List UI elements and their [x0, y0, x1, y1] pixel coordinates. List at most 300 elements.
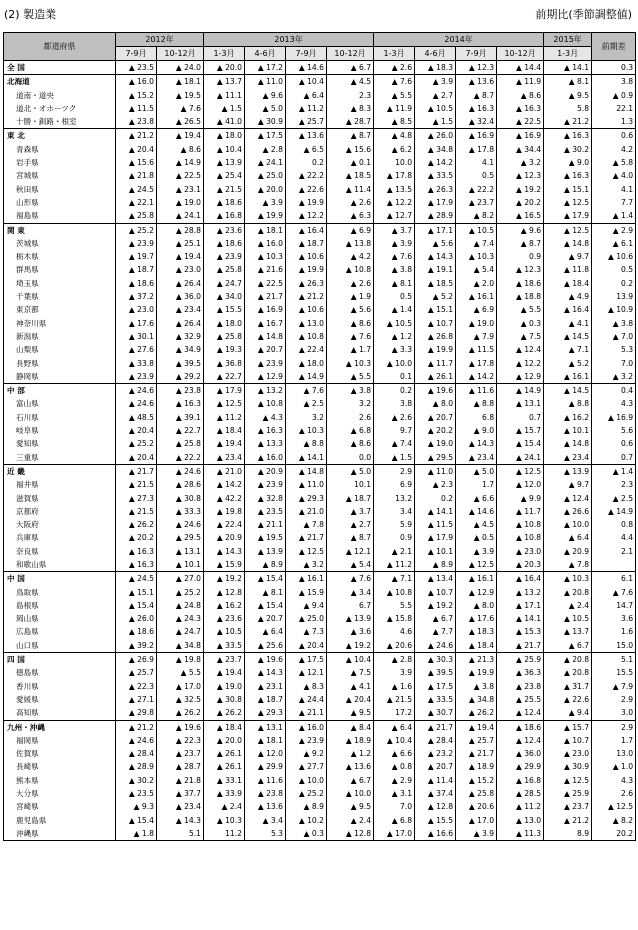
prefecture-name: 茨城県: [4, 237, 116, 250]
prefecture-name: 道北・オホーツク: [4, 102, 116, 115]
value-cell: ▲ 7.1: [374, 572, 415, 586]
value-cell: ▲ 9.5: [327, 706, 374, 720]
value-cell: ▲ 11.7: [415, 357, 456, 370]
table-row: [4, 531, 636, 544]
value-cell: ▲ 21.0: [204, 464, 245, 478]
value-cell: ▲ 15.7: [497, 424, 544, 437]
value-cell: 6.7: [327, 599, 374, 612]
value-cell: ▲ 17.0: [157, 680, 204, 693]
value-cell: ▲ 34.4: [497, 143, 544, 156]
value-cell: ▲ 18.3: [415, 61, 456, 75]
value-cell: 0.1: [374, 370, 415, 384]
value-cell: ▲ 10.6: [286, 303, 327, 316]
value-cell: ▲ 6.8: [374, 814, 415, 827]
quarter-header: 4-6月: [415, 47, 456, 61]
table-row: [4, 143, 636, 156]
value-cell: ▲ 16.2: [544, 411, 592, 424]
value-cell: ▲ 14.3: [415, 250, 456, 263]
prev-diff-cell: 3.0: [592, 706, 636, 720]
value-cell: ▲ 24.5: [116, 183, 157, 196]
value-cell: ▲ 10.4: [286, 75, 327, 89]
value-cell: ▲ 10.3: [544, 572, 592, 586]
value-cell: ▲ 2.9: [374, 774, 415, 787]
value-cell: ▲ 18.6: [497, 277, 544, 290]
value-cell: ▲ 5.0: [327, 464, 374, 478]
prefecture-name: 愛媛県: [4, 693, 116, 706]
region-row: [4, 572, 636, 586]
prefecture-name: 佐賀県: [4, 747, 116, 760]
value-cell: ▲ 26.1: [415, 370, 456, 384]
value-cell: ▲ 2.4: [544, 599, 592, 612]
value-cell: ▲ 14.9: [497, 384, 544, 398]
value-cell: ▲ 13.6: [327, 760, 374, 773]
value-cell: ▲ 21.3: [456, 653, 497, 667]
value-cell: ▲ 10.3: [327, 357, 374, 370]
value-cell: ▲ 8.7: [327, 129, 374, 143]
diffusion-index-table: [3, 32, 636, 841]
value-cell: ▲ 17.9: [415, 196, 456, 209]
value-cell: ▲ 20.4: [116, 424, 157, 437]
prefecture-name: 滋賀県: [4, 492, 116, 505]
prefecture-name: 富山県: [4, 397, 116, 410]
value-cell: 7.0: [374, 800, 415, 813]
value-cell: ▲ 26.0: [415, 129, 456, 143]
value-cell: ▲ 13.2: [497, 586, 544, 599]
value-cell: ▲ 21.7: [415, 720, 456, 734]
prefecture-name: 関 東: [4, 223, 116, 237]
value-cell: ▲ 15.4: [245, 599, 286, 612]
value-cell: 2.3: [327, 89, 374, 102]
value-cell: ▲ 22.2: [286, 169, 327, 182]
prev-diff-cell: ▲ 6.1: [592, 237, 636, 250]
value-cell: ▲ 17.5: [415, 680, 456, 693]
value-cell: ▲ 18.6: [204, 196, 245, 209]
value-cell: ▲ 23.9: [116, 370, 157, 384]
value-cell: ▲ 26.4: [157, 317, 204, 330]
value-cell: ▲ 9.0: [456, 424, 497, 437]
value-cell: ▲ 18.4: [204, 424, 245, 437]
value-cell: ▲ 2.0: [456, 277, 497, 290]
value-cell: ▲ 31.7: [544, 680, 592, 693]
value-cell: ▲ 30.8: [157, 492, 204, 505]
value-cell: ▲ 34.8: [456, 693, 497, 706]
prefecture-name: 中 国: [4, 572, 116, 586]
value-cell: ▲ 23.9: [116, 237, 157, 250]
value-cell: ▲ 24.1: [245, 156, 286, 169]
value-cell: ▲ 16.0: [245, 237, 286, 250]
value-cell: ▲ 18.1: [245, 734, 286, 747]
value-cell: ▲ 6.6: [374, 747, 415, 760]
value-cell: ▲ 18.0: [286, 357, 327, 370]
table-row: [4, 800, 636, 813]
value-cell: ▲ 3.8: [327, 384, 374, 398]
value-cell: ▲ 12.2: [497, 357, 544, 370]
value-cell: ▲ 8.2: [456, 209, 497, 223]
value-cell: ▲ 8.8: [544, 397, 592, 410]
value-cell: ▲ 29.8: [116, 706, 157, 720]
value-cell: ▲ 11.9: [374, 102, 415, 115]
prefecture-name: 和歌山県: [4, 558, 116, 572]
value-cell: ▲ 25.8: [157, 437, 204, 450]
value-cell: ▲ 23.9: [245, 357, 286, 370]
value-cell: ▲ 16.2: [204, 599, 245, 612]
value-cell: ▲ 27.7: [286, 760, 327, 773]
value-cell: ▲ 18.9: [327, 734, 374, 747]
value-cell: ▲ 23.8: [245, 787, 286, 800]
prev-diff-cell: ▲ 4.0: [592, 169, 636, 182]
value-cell: ▲ 20.4: [116, 451, 157, 465]
value-cell: ▲ 18.8: [497, 290, 544, 303]
value-cell: ▲ 9.9: [497, 492, 544, 505]
value-cell: ▲ 24.6: [116, 384, 157, 398]
value-cell: ▲ 16.4: [286, 223, 327, 237]
value-cell: ▲ 12.5: [544, 223, 592, 237]
table-row: [4, 303, 636, 316]
value-cell: ▲ 13.1: [497, 397, 544, 410]
value-cell: ▲ 6.4: [544, 531, 592, 544]
value-cell: ▲ 16.0: [245, 451, 286, 465]
value-cell: ▲ 12.5: [286, 545, 327, 558]
prefecture-name: 秋田県: [4, 183, 116, 196]
value-cell: ▲ 16.3: [544, 169, 592, 182]
value-cell: 11.2: [204, 827, 245, 841]
value-cell: ▲ 9.6: [497, 223, 544, 237]
value-cell: ▲ 26.1: [204, 747, 245, 760]
table-row: [4, 492, 636, 505]
value-cell: ▲ 14.3: [245, 666, 286, 679]
value-cell: ▲ 10.5: [374, 317, 415, 330]
prev-diff-cell: ▲ 8.2: [592, 814, 636, 827]
table-row: [4, 250, 636, 263]
value-cell: ▲ 0.5: [456, 531, 497, 544]
year-header-2015: 2015年: [544, 33, 592, 47]
value-cell: ▲ 12.2: [286, 209, 327, 223]
value-cell: 0.9: [497, 250, 544, 263]
table-row: [4, 693, 636, 706]
value-cell: ▲ 12.8: [327, 827, 374, 841]
value-cell: ▲ 13.5: [374, 183, 415, 196]
value-cell: 5.5: [374, 599, 415, 612]
value-cell: ▲ 33.5: [415, 693, 456, 706]
value-cell: ▲ 19.0: [204, 680, 245, 693]
value-cell: ▲ 3.7: [374, 223, 415, 237]
value-cell: ▲ 1.5: [204, 102, 245, 115]
value-cell: ▲ 23.4: [157, 800, 204, 813]
value-cell: ▲ 23.4: [456, 451, 497, 465]
value-cell: ▲ 18.0: [204, 317, 245, 330]
prev-diff-cell: 22.1: [592, 102, 636, 115]
value-cell: ▲ 25.6: [245, 639, 286, 653]
value-cell: ▲ 20.4: [116, 143, 157, 156]
prefecture-name: 高知県: [4, 706, 116, 720]
value-cell: ▲ 15.7: [544, 720, 592, 734]
prev-diff-cell: 1.3: [592, 115, 636, 129]
value-cell: ▲ 7.6: [374, 75, 415, 89]
table-row: [4, 89, 636, 102]
value-cell: ▲ 25.4: [204, 169, 245, 182]
value-cell: ▲ 24.0: [157, 61, 204, 75]
value-cell: ▲ 12.5: [497, 464, 544, 478]
value-cell: ▲ 39.5: [157, 357, 204, 370]
value-cell: ▲ 5.6: [327, 303, 374, 316]
value-cell: ▲ 22.3: [116, 680, 157, 693]
value-cell: ▲ 19.4: [204, 437, 245, 450]
prev-diff-cell: 2.6: [592, 787, 636, 800]
value-cell: ▲ 19.4: [157, 129, 204, 143]
prefecture-name: 沖縄県: [4, 827, 116, 841]
value-cell: ▲ 12.2: [374, 196, 415, 209]
value-cell: ▲ 5.2: [544, 357, 592, 370]
value-cell: ▲ 16.6: [415, 827, 456, 841]
value-cell: 0.9: [374, 531, 415, 544]
region-row: [4, 720, 636, 734]
value-cell: ▲ 19.0: [157, 196, 204, 209]
value-cell: ▲ 11.8: [544, 263, 592, 276]
prefecture-name: 近 畿: [4, 464, 116, 478]
value-cell: ▲ 20.8: [544, 586, 592, 599]
value-cell: 17.2: [374, 706, 415, 720]
value-cell: ▲ 25.5: [497, 693, 544, 706]
value-cell: ▲ 13.7: [204, 75, 245, 89]
value-cell: ▲ 23.4: [544, 451, 592, 465]
value-cell: ▲ 13.6: [245, 800, 286, 813]
quarter-header: 7-9月: [456, 47, 497, 61]
value-cell: ▲ 18.6: [116, 277, 157, 290]
value-cell: 3.9: [374, 666, 415, 679]
prefecture-name: 道南・道央: [4, 89, 116, 102]
value-cell: ▲ 11.4: [327, 183, 374, 196]
value-cell: ▲ 19.4: [157, 250, 204, 263]
value-cell: ▲ 21.7: [497, 639, 544, 653]
value-cell: ▲ 21.2: [286, 290, 327, 303]
value-cell: ▲ 23.9: [245, 478, 286, 491]
value-cell: ▲ 13.9: [327, 612, 374, 625]
value-cell: ▲ 15.2: [456, 774, 497, 787]
value-cell: ▲ 12.7: [374, 209, 415, 223]
prefecture-name: 九州・沖縄: [4, 720, 116, 734]
value-cell: ▲ 16.4: [497, 572, 544, 586]
prev-diff-cell: 5.6: [592, 424, 636, 437]
table-row: [4, 397, 636, 410]
value-cell: ▲ 16.3: [456, 102, 497, 115]
prev-diff-cell: 2.3: [592, 478, 636, 491]
prev-diff-cell: ▲ 14.9: [592, 505, 636, 518]
value-cell: ▲ 25.8: [204, 330, 245, 343]
value-cell: ▲ 23.7: [544, 800, 592, 813]
value-cell: ▲ 17.8: [374, 169, 415, 182]
value-cell: ▲ 24.6: [415, 639, 456, 653]
prefecture-name: 全 国: [4, 61, 116, 75]
table-row: [4, 196, 636, 209]
value-cell: ▲ 23.4: [157, 303, 204, 316]
value-cell: ▲ 23.7: [456, 196, 497, 209]
value-cell: ▲ 3.4: [327, 586, 374, 599]
value-cell: ▲ 26.1: [204, 760, 245, 773]
prev-diff-cell: ▲ 16.9: [592, 411, 636, 424]
value-cell: ▲ 7.6: [286, 384, 327, 398]
prev-diff-cell: ▲ 2.5: [592, 492, 636, 505]
value-cell: ▲ 5.5: [327, 370, 374, 384]
value-cell: 6.8: [456, 411, 497, 424]
value-cell: ▲ 20.4: [286, 639, 327, 653]
value-cell: ▲ 19.8: [204, 505, 245, 518]
value-cell: ▲ 12.9: [456, 586, 497, 599]
value-cell: ▲ 10.0: [544, 518, 592, 531]
value-cell: ▲ 10.7: [415, 586, 456, 599]
value-cell: ▲ 8.1: [245, 586, 286, 599]
value-cell: ▲ 22.5: [245, 277, 286, 290]
value-cell: ▲ 12.3: [497, 263, 544, 276]
value-cell: ▲ 19.6: [245, 653, 286, 667]
table-row: [4, 102, 636, 115]
value-cell: ▲ 20.7: [245, 612, 286, 625]
prev-diff-cell: ▲ 10.9: [592, 303, 636, 316]
value-cell: ▲ 26.2: [157, 706, 204, 720]
value-cell: ▲ 39.1: [157, 411, 204, 424]
value-cell: ▲ 18.9: [456, 760, 497, 773]
prefecture-name: 岐阜県: [4, 424, 116, 437]
value-cell: ▲ 8.8: [286, 437, 327, 450]
prefecture-name: 福島県: [4, 209, 116, 223]
value-cell: ▲ 15.3: [497, 625, 544, 638]
value-cell: ▲ 17.8: [456, 143, 497, 156]
value-cell: ▲ 24.8: [157, 599, 204, 612]
value-cell: ▲ 20.2: [415, 424, 456, 437]
value-cell: ▲ 12.1: [286, 666, 327, 679]
value-cell: ▲ 8.1: [374, 277, 415, 290]
value-cell: ▲ 17.0: [456, 814, 497, 827]
value-cell: ▲ 8.4: [327, 720, 374, 734]
value-cell: ▲ 20.6: [456, 800, 497, 813]
value-cell: ▲ 33.3: [157, 505, 204, 518]
value-cell: ▲ 9.4: [286, 599, 327, 612]
table-row: [4, 411, 636, 424]
value-cell: ▲ 21.2: [544, 115, 592, 129]
value-cell: ▲ 19.8: [157, 653, 204, 667]
value-cell: ▲ 18.5: [415, 277, 456, 290]
value-cell: ▲ 23.7: [204, 653, 245, 667]
prev-diff-cell: ▲ 1.4: [592, 464, 636, 478]
table-row: [4, 169, 636, 182]
value-cell: 5.1: [157, 827, 204, 841]
value-cell: ▲ 1.6: [374, 680, 415, 693]
value-cell: 4.1: [456, 156, 497, 169]
table-row: [4, 209, 636, 223]
value-cell: ▲ 21.7: [245, 290, 286, 303]
value-cell: ▲ 6.2: [374, 143, 415, 156]
value-cell: ▲ 9.4: [544, 706, 592, 720]
prefecture-name: 長崎県: [4, 760, 116, 773]
value-cell: ▲ 14.2: [204, 478, 245, 491]
value-cell: ▲ 27.0: [157, 572, 204, 586]
value-cell: ▲ 9.5: [544, 89, 592, 102]
value-cell: ▲ 15.8: [374, 612, 415, 625]
value-cell: ▲ 14.3: [456, 437, 497, 450]
value-cell: ▲ 16.5: [497, 209, 544, 223]
table-row: [4, 330, 636, 343]
value-cell: ▲ 24.1: [497, 451, 544, 465]
value-cell: ▲ 6.9: [327, 223, 374, 237]
value-cell: ▲ 19.5: [245, 531, 286, 544]
value-cell: ▲ 21.2: [116, 720, 157, 734]
prev-diff-cell: 0.8: [592, 518, 636, 531]
value-cell: ▲ 13.9: [204, 156, 245, 169]
prefecture-name: 熊本県: [4, 774, 116, 787]
value-cell: ▲ 28.7: [327, 115, 374, 129]
value-cell: 0.7: [497, 411, 544, 424]
value-cell: ▲ 6.5: [286, 143, 327, 156]
value-cell: ▲ 26.8: [415, 330, 456, 343]
prev-diff-cell: 0.6: [592, 437, 636, 450]
value-cell: 0.5: [374, 290, 415, 303]
value-cell: ▲ 14.5: [544, 384, 592, 398]
value-cell: ▲ 19.6: [415, 384, 456, 398]
value-cell: ▲ 12.4: [497, 706, 544, 720]
prev-diff-cell: 20.2: [592, 827, 636, 841]
value-cell: ▲ 34.8: [415, 143, 456, 156]
value-cell: ▲ 18.6: [116, 625, 157, 638]
value-cell: ▲ 3.4: [245, 814, 286, 827]
value-cell: ▲ 24.6: [157, 464, 204, 478]
value-cell: ▲ 8.1: [544, 75, 592, 89]
value-cell: ▲ 3.3: [374, 343, 415, 356]
value-cell: ▲ 23.5: [116, 61, 157, 75]
value-cell: ▲ 3.8: [456, 680, 497, 693]
value-cell: ▲ 1.4: [374, 303, 415, 316]
value-cell: ▲ 12.5: [456, 558, 497, 572]
value-cell: ▲ 7.3: [286, 625, 327, 638]
value-cell: ▲ 15.4: [245, 572, 286, 586]
value-cell: ▲ 16.0: [286, 720, 327, 734]
value-cell: ▲ 11.7: [497, 505, 544, 518]
value-cell: ▲ 11.6: [245, 774, 286, 787]
value-cell: 4.6: [374, 625, 415, 638]
value-cell: ▲ 7.4: [456, 237, 497, 250]
value-cell: ▲ 32.5: [157, 693, 204, 706]
value-cell: ▲ 24.6: [116, 734, 157, 747]
value-cell: ▲ 26.0: [116, 612, 157, 625]
value-cell: ▲ 29.9: [245, 760, 286, 773]
value-cell: ▲ 1.2: [327, 747, 374, 760]
prev-diff-cell: 0.5: [592, 263, 636, 276]
value-cell: ▲ 25.8: [204, 263, 245, 276]
value-cell: ▲ 22.5: [497, 115, 544, 129]
quarter-header: 1-3月: [204, 47, 245, 61]
prefecture-name: 四 国: [4, 653, 116, 667]
table-row: [4, 370, 636, 384]
table-row: [4, 760, 636, 773]
value-cell: ▲ 2.3: [415, 478, 456, 491]
value-cell: ▲ 24.3: [157, 612, 204, 625]
value-cell: ▲ 22.4: [286, 343, 327, 356]
value-cell: ▲ 1.2: [374, 330, 415, 343]
value-cell: ▲ 16.3: [245, 424, 286, 437]
prev-diff-cell: 13.0: [592, 747, 636, 760]
table-row: [4, 680, 636, 693]
prefecture-header: 都道府県: [4, 33, 116, 61]
value-cell: ▲ 34.9: [157, 343, 204, 356]
table-row: [4, 451, 636, 465]
value-cell: ▲ 16.1: [456, 290, 497, 303]
value-cell: ▲ 10.1: [544, 424, 592, 437]
table-row: [4, 505, 636, 518]
value-cell: ▲ 18.1: [157, 75, 204, 89]
prefecture-name: 岩手県: [4, 156, 116, 169]
value-cell: ▲ 10.6: [286, 250, 327, 263]
value-cell: ▲ 4.1: [327, 680, 374, 693]
region-row: [4, 75, 636, 89]
quarter-header: 1-3月: [544, 47, 592, 61]
